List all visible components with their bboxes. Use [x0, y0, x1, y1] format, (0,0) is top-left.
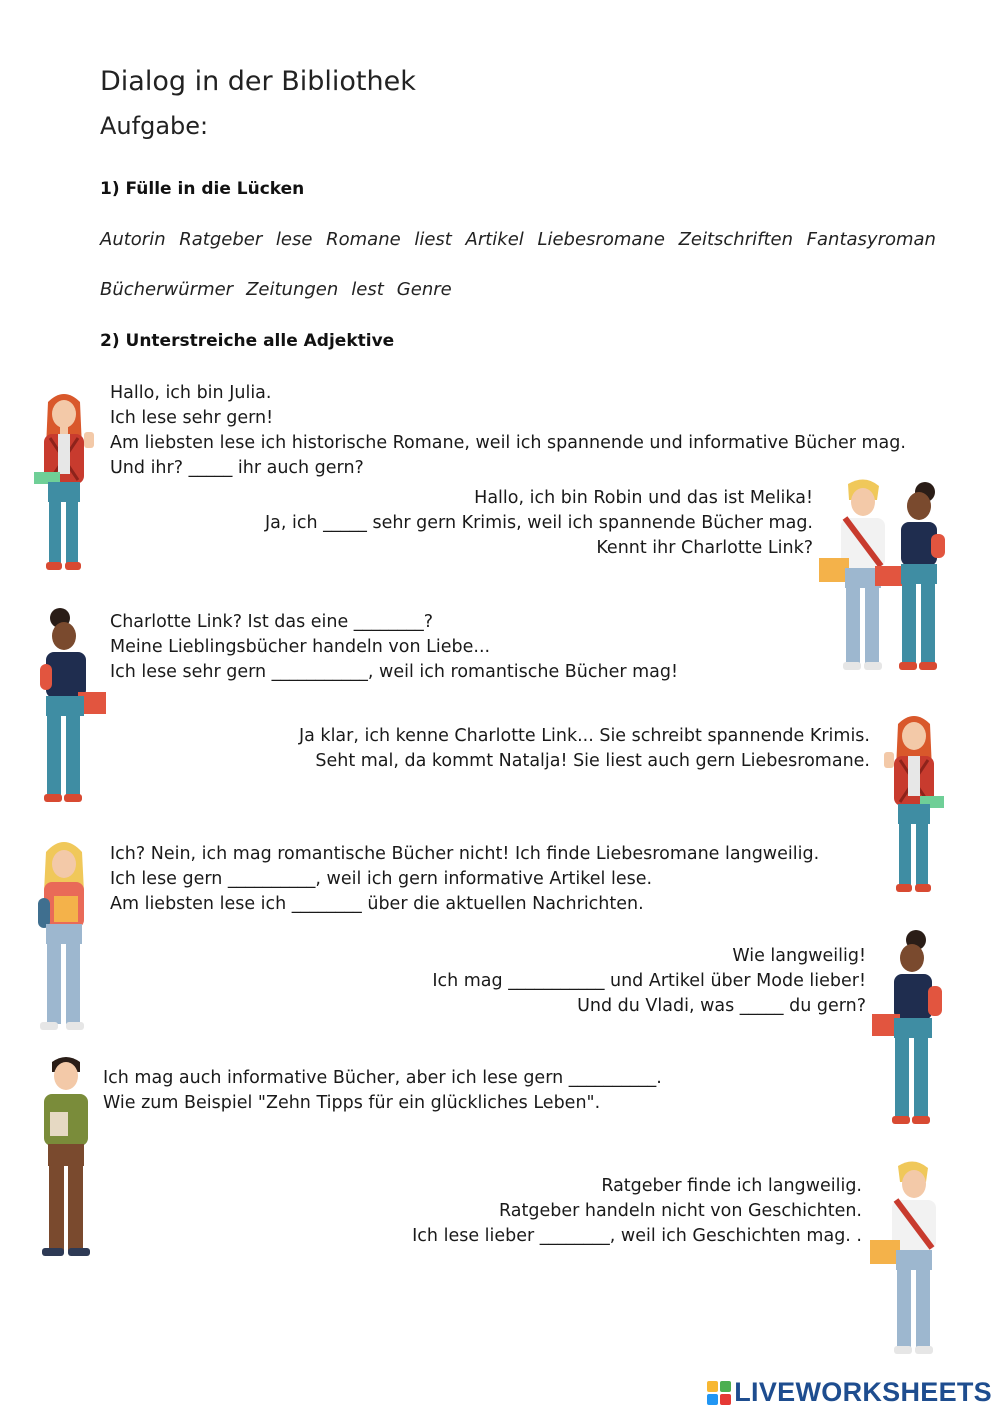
speech-line: Wie zum Beispiel "Zehn Tipps für ein glückliches Leben". [103, 1093, 601, 1113]
speech-melika [110, 610, 678, 685]
speech-line: Wie langweilig! [732, 946, 866, 966]
girl-dark-hair-figure [34, 608, 110, 804]
girl-redhead-figure [30, 388, 102, 578]
speech-line: Ich lese gern __________, weil ich gern informative Artikel lese. [110, 869, 653, 889]
wordbank-word: Autorin [100, 229, 166, 250]
wordbank-word: Genre [396, 279, 452, 300]
speech-robin-melika [265, 486, 813, 561]
speech-line: Und du Vladi, was _____ du gern? [577, 996, 866, 1016]
speech-line: Ich mag auch informative Bücher, aber ich lese gern __________. [103, 1068, 662, 1088]
girl-redhead-figure-2 [880, 710, 952, 900]
girl-dark-hair-figure-2 [868, 930, 948, 1126]
wordbank-word: Fantasyroman [806, 229, 936, 250]
wordbank-word: Zeitschriften [678, 229, 793, 250]
speech-line: Ich lese sehr gern! [110, 408, 274, 428]
wordbank-word: lese [275, 229, 313, 250]
speech-line: Kennt ihr Charlotte Link? [596, 538, 813, 558]
wordbank-word: liest [414, 229, 452, 250]
boy-vladi-figure [30, 1054, 102, 1260]
speech-line: Hallo, ich bin Robin und das ist Melika! [474, 488, 813, 508]
speech-vladi [103, 1066, 662, 1116]
speech-line: Ratgeber finde ich langweilig. [601, 1176, 862, 1196]
speech-line: Ja, ich _____ sehr gern Krimis, weil ich spannende Bücher mag. [264, 513, 813, 533]
wordbank-word: lest [351, 279, 384, 300]
wordbank-word: Romane [326, 229, 401, 250]
speech-natalja [110, 842, 819, 917]
boy-blonde-figure [868, 1160, 948, 1360]
speech-line: Ich mag ___________ und Artikel über Mode lieber! [432, 971, 866, 991]
liveworksheets-logo-icon [707, 1381, 731, 1405]
wordbank-line-2 [100, 279, 452, 300]
page-subtitle: Aufgabe: [100, 112, 209, 140]
speech-line: Hallo, ich bin Julia. [110, 383, 272, 403]
speech-line: Meine Lieblingsbücher handeln von Liebe... [110, 637, 491, 657]
speech-line: Ich lese lieber ________, weil ich Geschichten mag. . [412, 1226, 862, 1246]
speech-line: Ja klar, ich kenne Charlotte Link... Sie schreibt spannende Krimis. [298, 726, 870, 746]
speech-line: Ratgeber handeln nicht von Geschichten. [499, 1201, 862, 1221]
speech-line: Ich lese sehr gern ___________, weil ich romantische Bücher mag! [110, 662, 679, 682]
watermark-text: LIVEWORKSHEETS [734, 1377, 992, 1407]
wordbank-word: Artikel [465, 229, 524, 250]
speech-line: Am liebsten lese ich ________ über die aktuellen Nachrichten. [110, 894, 644, 914]
speech-line: Und ihr? _____ ihr auch gern? [110, 458, 364, 478]
robin-and-melika-figures [815, 478, 950, 678]
girl-blonde-figure [34, 836, 104, 1036]
wordbank-word: Liebesromane [537, 229, 665, 250]
speech-julia-2 [299, 724, 870, 774]
wordbank-word: Zeitungen [246, 279, 339, 300]
speech-line: Seht mal, da kommt Natalja! Sie liest auch gern Liebesromane. [315, 751, 870, 771]
task2-heading: 2) Unterstreiche alle Adjektive [100, 331, 395, 351]
speech-line: Ich? Nein, ich mag romantische Bücher nicht! Ich finde Liebesromane langweilig. [110, 844, 820, 864]
speech-line: Charlotte Link? Ist das eine ________? [110, 612, 434, 632]
speech-melika-2 [432, 944, 866, 1019]
speech-robin-2 [412, 1174, 862, 1249]
task1-heading: 1) Fülle in die Lücken [100, 179, 305, 199]
speech-julia-1 [110, 381, 906, 481]
liveworksheets-watermark [707, 1377, 992, 1408]
speech-line: Am liebsten lese ich historische Romane, weil ich spannende und informative Bücher mag. [110, 433, 906, 453]
wordbank-line-1 [100, 229, 936, 250]
wordbank-word: Ratgeber [179, 229, 263, 250]
wordbank-word: Bücherwürmer [100, 279, 234, 300]
page-title: Dialog in der Bibliothek [100, 66, 416, 97]
